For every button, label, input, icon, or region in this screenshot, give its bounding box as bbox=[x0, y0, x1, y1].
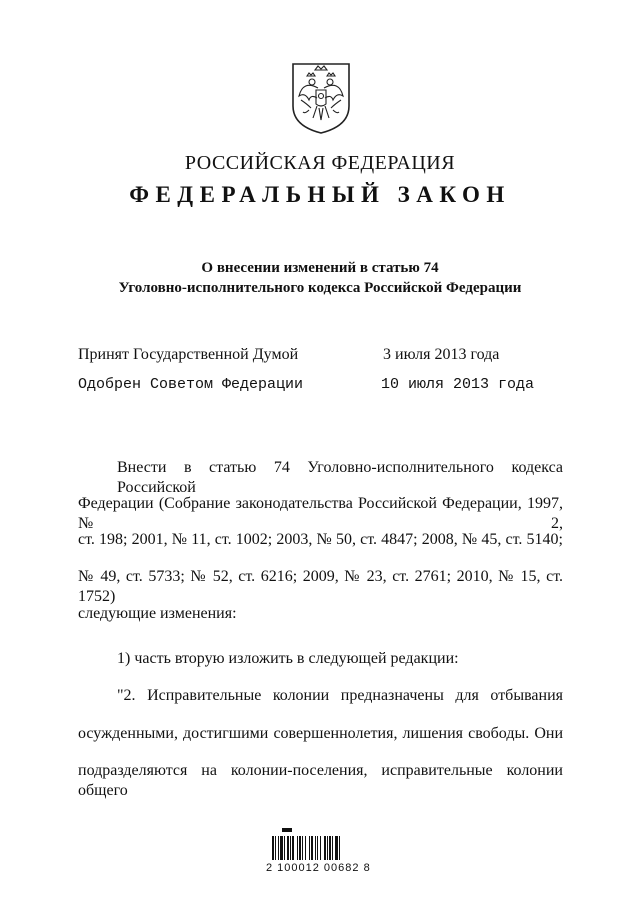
body-line: Внести в статью 74 Уголовно-исполнительного кодекса Российской bbox=[117, 459, 563, 496]
barcode bbox=[268, 828, 378, 890]
subject-line-1: О внесении изменений в статью 74 bbox=[201, 260, 439, 276]
subject-line-2: Уголовно-исполнительного кодекса Российской Федерации bbox=[118, 280, 522, 296]
body-line: подразделяются на колонии-поселения, исправительные колонии общего bbox=[78, 762, 563, 799]
body-line: № 49, ст. 5733; № 52, ст. 6216; 2009, № 23, ст. 2761; 2010, № 15, ст. 1752) bbox=[78, 568, 563, 605]
document-type-title: ФЕДЕРАЛЬНЫЙ ЗАКОН bbox=[129, 182, 511, 207]
body-line: "2. Исправительные колонии предназначены для отбывания bbox=[117, 687, 563, 704]
body-line: осужденными, достигшими совершеннолетия, лишения свободы. Они bbox=[78, 725, 563, 742]
duma-adoption-label: Принят Государственной Думой bbox=[78, 346, 299, 363]
coat-of-arms-emblem bbox=[289, 60, 353, 136]
country-heading: РОССИЙСКАЯ ФЕДЕРАЦИЯ bbox=[184, 152, 456, 174]
barcode-number: 2 100012 00682 8 bbox=[266, 862, 371, 874]
duma-adoption-date: 3 июля 2013 года bbox=[383, 346, 500, 363]
council-approval-label: Одобрен Советом Федерации bbox=[78, 376, 304, 393]
body-line: ст. 198; 2001, № 11, ст. 1002; 2003, № 50, ст. 4847; 2008, № 45, ст. 5140; bbox=[78, 531, 563, 548]
law-subject bbox=[0, 258, 640, 298]
body-line: Федерации (Собрание законодательства Российской Федерации, 1997, № 2, bbox=[78, 495, 563, 532]
body-line: следующие изменения: bbox=[78, 605, 237, 622]
body-line: 1) часть вторую изложить в следующей редакции: bbox=[117, 650, 459, 667]
council-approval-date: 10 июля 2013 года bbox=[381, 376, 535, 393]
